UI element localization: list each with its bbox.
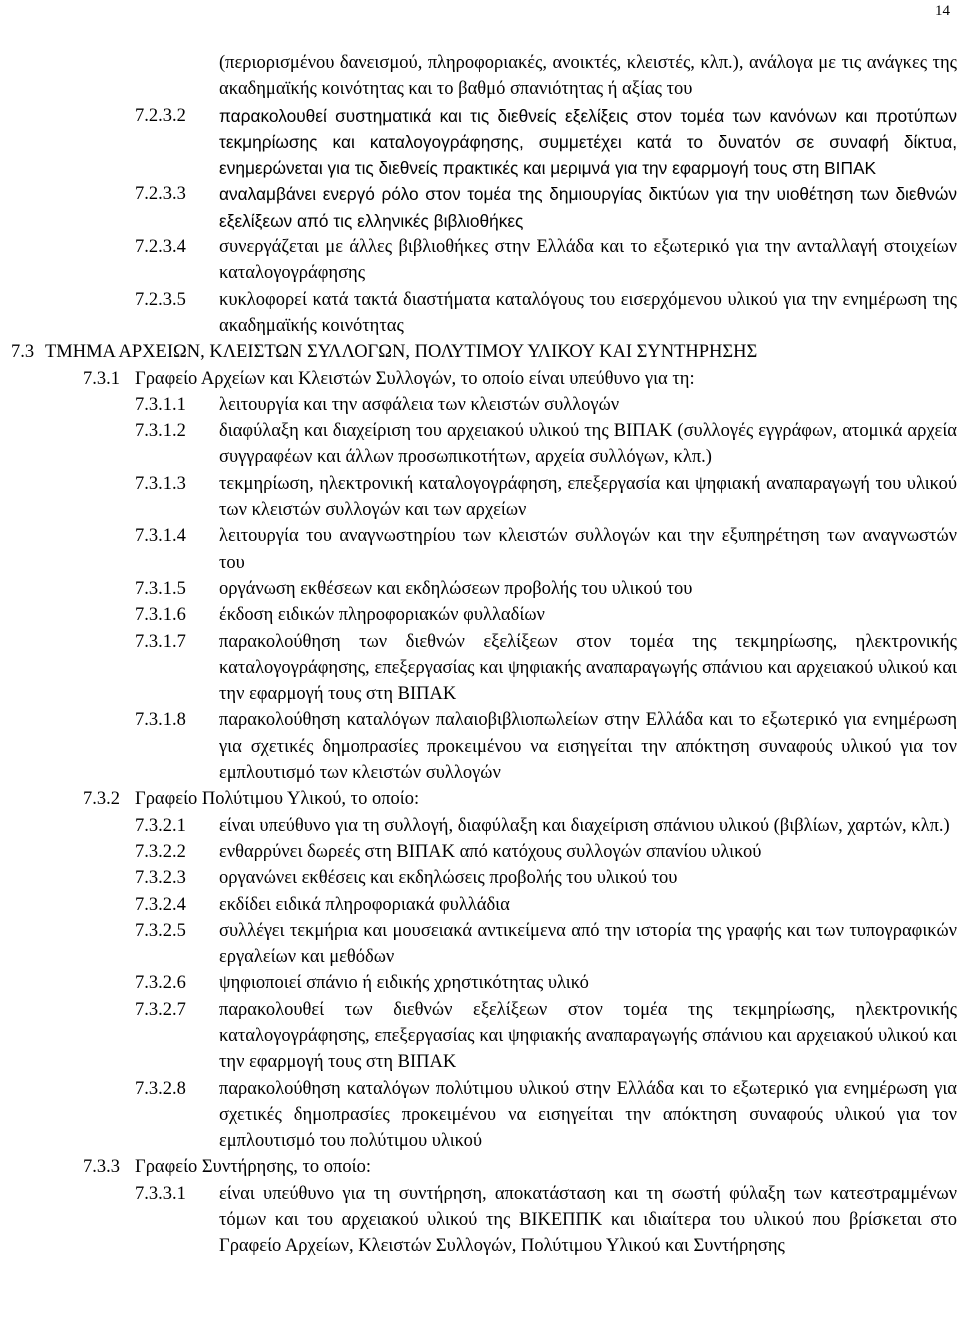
item-number: 7.3.1.2: [135, 421, 186, 442]
item-number: 7.3.3: [83, 1157, 120, 1178]
item-number: 7.3.2.2: [135, 841, 186, 862]
list-item-7-3-2-1: [0, 813, 960, 839]
item-number: 7.3.2.8: [135, 1078, 186, 1099]
list-item-7-3-2-7: [0, 997, 960, 1076]
item-number: 7.3.2: [83, 789, 120, 810]
item-text: εκδίδει ειδικά πληροφοριακά φυλλάδια: [219, 894, 510, 915]
item-number: 7.3.2.5: [135, 920, 186, 941]
list-item-7-3-2-2: [0, 839, 960, 865]
item-number: 7.3.2.6: [135, 973, 186, 994]
list-item-7-3-2-5: [0, 918, 960, 971]
list-item-7-3-1-3: [0, 471, 960, 524]
item-number: 7.3.2.3: [135, 868, 186, 889]
list-item-7-3-1-5: [0, 576, 960, 602]
item-text: αναλαμβάνει ενεργό ρόλο στον τομέα της δημιουργίας δικτύων για την υιοθέτηση των διεθνών εξελίξεων από τις ελληνικές βιβλιοθήκες: [219, 184, 957, 231]
item-number: 7.3.1.1: [135, 394, 186, 415]
list-item-7-3-1-7: [0, 629, 960, 708]
list-item-7-2-3-4: [0, 234, 960, 287]
item-text: τεκμηρίωση, ηλεκτρονική καταλογογράφηση, επεξεργασία και ψηφιακή αναπαραγωγή του υλικού των κλειστών συλλογών και των αρχείων: [219, 473, 957, 521]
list-item-7-3-1-4: [0, 523, 960, 576]
item-text: κυκλοφορεί κατά τακτά διαστήματα καταλόγους του εισερχόμενου υλικού για την ενημέρωση της ακαδημαϊκής κοινότητας: [219, 289, 957, 336]
subsection-7-3-1: [0, 366, 960, 392]
subsection-title: Γραφείο Αρχείων και Κλειστών Συλλογών, το οποίο είναι υπεύθυνο για τη:: [135, 368, 695, 389]
continuation-paragraph: [0, 50, 960, 103]
item-text: παρακολούθηση καταλόγων παλαιοβιβλιοπωλείων στην Ελλάδα και το εξωτερικό για ενημέρωση για σχετικές δημοπρασίες προκειμένου να εισηγείται την απόκτηση συναφούς υλικού για τον εμπλουτισμό των κλειστών συλλογών: [219, 710, 957, 784]
item-number: 7.3.2.4: [135, 894, 186, 915]
list-item-7-2-3-2: [0, 103, 960, 182]
item-text: λειτουργία και την ασφάλεια των κλειστών συλλογών: [219, 394, 620, 415]
item-number: 7.3.1.7: [135, 631, 186, 652]
item-number: 7.3.2.7: [135, 999, 186, 1020]
item-text: οργανώνει εκθέσεις και εκδηλώσεις προβολής του υλικού του: [219, 868, 678, 889]
item-number: 7.2.3.4: [135, 237, 186, 258]
list-item-7-3-1-6: [0, 602, 960, 628]
item-number: 7.3.3.1: [135, 1183, 186, 1204]
list-item-7-3-1-2: [0, 418, 960, 471]
list-item-7-3-1-1: [0, 392, 960, 418]
item-number: 7.3.1.4: [135, 526, 186, 547]
list-item-7-3-3-1: [0, 1181, 960, 1260]
item-number: 7.3.1.5: [135, 578, 186, 599]
item-text: ενθαρρύνει δωρεές στη ΒΙΠΑΚ από κατόχους συλλογών σπανίου υλικού: [219, 841, 762, 862]
list-item-7-3-1-8: [0, 707, 960, 786]
item-text: έκδοση ειδικών πληροφοριακών φυλλαδίων: [219, 605, 545, 626]
list-item-7-3-2-6: [0, 970, 960, 996]
item-text: παρακολουθεί των διεθνών εξελίξεων στον τομέα της τεκμηρίωσης, ηλεκτρονικής καταλογογράφησης, επεξεργασίας και ψηφιακής αναπαραγωγής σπάνιου και αρχειακού υλικού και την εφαρμογή τους στη ΒΙΠΑΚ: [219, 999, 957, 1073]
item-number: 7.3: [11, 342, 35, 363]
item-text: συνεργάζεται με άλλες βιβλιοθήκες στην Ελλάδα και το εξωτερικό για την ανταλλαγή στοιχείων καταλογογράφησης: [219, 237, 957, 284]
item-number: 7.2.3.3: [135, 184, 186, 205]
subsection-7-3-3: [0, 1154, 960, 1180]
item-text: είναι υπεύθυνο για τη συντήρηση, αποκατάσταση και τη σωστή φύλαξη των κατεστραμμένων τόμων και του αρχειακού υλικού της ΒΙΚΕΠΠΚ και ιδιαίτερα του υλικού που βρίσκεται στο Γραφείο Αρχείων, Κλειστών Συλλογών, Πολύτιμου Υλικού και Συντήρησης: [219, 1183, 957, 1257]
item-text: παρακολουθεί συστηματικά και τις διεθνείς εξελίξεις στον τομέα των κανόνων και προτύπων τεκμηρίωσης και καταλογογράφησης, συμμετέχει κατά το δυνατόν σε συναφή δίκτυα, ενημερώνεται για τις διεθνείς πρακτικές και μεριμνά για την εφαρμογή τους στη ΒΙΠΑΚ: [219, 105, 957, 179]
subsection-7-3-2: [0, 786, 960, 812]
item-number: 7.3.1.3: [135, 473, 186, 494]
item-text: οργάνωση εκθέσεων και εκδηλώσεων προβολής του υλικού του: [219, 578, 693, 599]
item-text: παρακολούθηση καταλόγων πολύτιμου υλικού στην Ελλάδα και το εξωτερικό για ενημέρωση για σχετικές δημοπρασίες προκειμένου να εισηγείται την απόκτηση συναφούς υλικού για τον εμπλουτισμό του πολύτιμου υλικού: [219, 1078, 957, 1152]
list-item-7-3-2-8: [0, 1076, 960, 1155]
item-text: συλλέγει τεκμήρια και μουσειακά αντικείμενα από την ιστορία της γραφής και των τυπογραφικών εργαλείων και μεθόδων: [219, 920, 957, 968]
item-number: 7.3.1.8: [135, 710, 186, 731]
item-text: ψηφιοποιεί σπάνιο ή ειδικής χρηστικότητας υλικό: [219, 973, 589, 994]
list-item-7-3-2-4: [0, 892, 960, 918]
document-body: [0, 50, 960, 1260]
item-text: είναι υπεύθυνο για τη συλλογή, διαφύλαξη και διαχείριση σπάνιου υλικού (βιβλίων, χαρτών, κλπ.): [219, 815, 950, 836]
page-number: 14: [935, 3, 950, 19]
list-item-7-2-3-3: [0, 181, 960, 234]
item-text: διαφύλαξη και διαχείριση του αρχειακού υλικού της ΒΙΠΑΚ (συλλογές εγγράφων, ατομικά αρχεία συγγραφέων και άλλων προσωπικοτήτων, αρχεία συλλόγων, κλπ.): [219, 421, 957, 468]
section-heading-7-3: [0, 339, 960, 365]
item-number: 7.2.3.2: [135, 105, 186, 126]
item-number: 7.3.2.1: [135, 815, 186, 836]
list-item-7-2-3-5: [0, 287, 960, 340]
subsection-title: Γραφείο Πολύτιμου Υλικού, το οποίο:: [135, 789, 420, 810]
subsection-title: Γραφείο Συντήρησης, το οποίο:: [135, 1157, 371, 1178]
item-text: παρακολούθηση των διεθνών εξελίξεων στον τομέα της τεκμηρίωσης, ηλεκτρονικής καταλογογράφησης, επεξεργασίας και ψηφιακής αναπαραγωγής σπάνιου και αρχειακού υλικού και την εφαρμογή τους στη ΒΙΠΑΚ: [219, 631, 957, 705]
item-number: 7.3.1.6: [135, 605, 186, 626]
item-number: 7.2.3.5: [135, 289, 186, 310]
item-number: 7.3.1: [83, 368, 120, 389]
section-title: ΤΜΗΜΑ ΑΡΧΕΙΩΝ, ΚΛΕΙΣΤΩΝ ΣΥΛΛΟΓΩΝ, ΠΟΛΥΤΙΜΟΥ ΥΛΙΚΟΥ ΚΑΙ ΣΥΝΤΗΡΗΣΗΣ: [45, 342, 758, 363]
item-text: λειτουργία του αναγνωστηρίου των κλειστών συλλογών και την εξυπηρέτηση των αναγνωστών του: [219, 526, 957, 573]
list-item-7-3-2-3: [0, 865, 960, 891]
item-text: (περιορισμένου δανεισμού, πληροφοριακές, ανοικτές, κλειστές, κλπ.), ανάλογα με τις ανάγκες της ακαδημαϊκής κοινότητας και το βαθμό σπανιότητας ή αξίας του: [219, 53, 957, 100]
